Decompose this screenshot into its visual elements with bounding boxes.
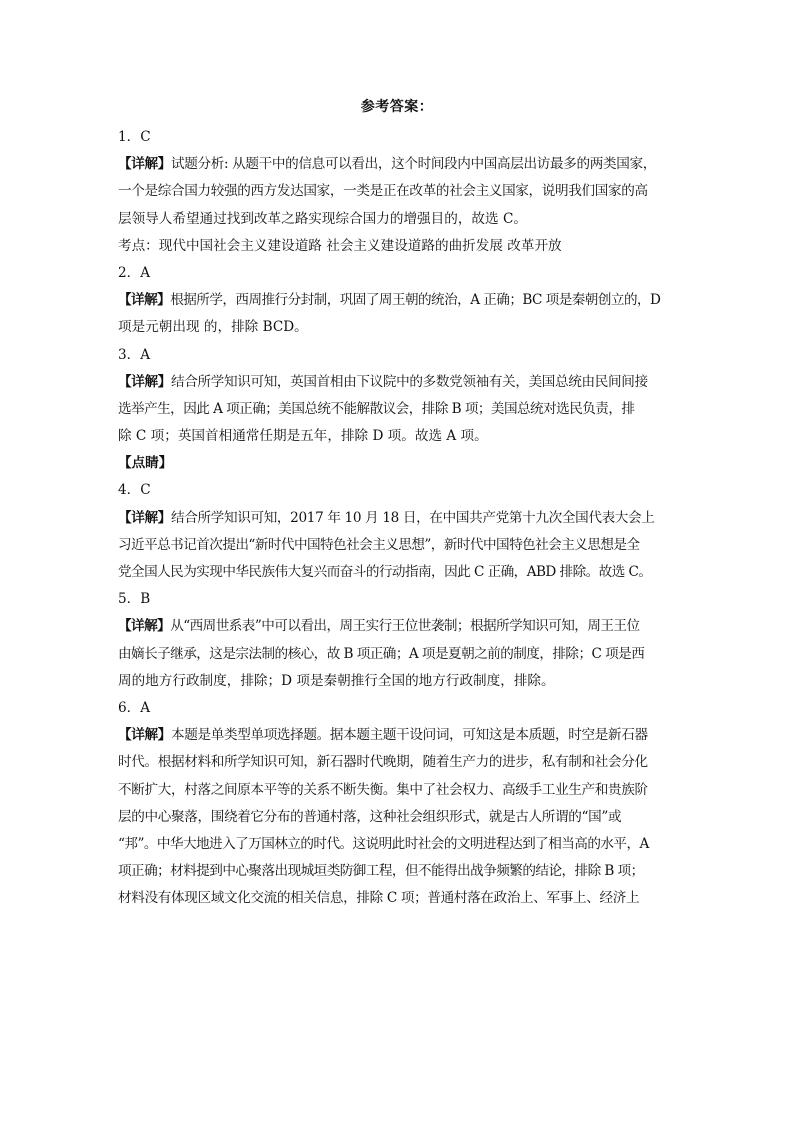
- answer-line: [118, 858, 688, 885]
- answer-line-text: 材料没有体现区域文化交流的相关信息，排除 C 项；普通村落在政治上、军事上、经济上: [118, 890, 640, 907]
- answer-line: [118, 233, 688, 260]
- section-tag: 【详解】: [118, 292, 171, 309]
- answer-line-text: 由嫡长子继承，这是宗法制的核心，故 B 项正确；A 项是夏朝之前的制度，排除；C 项是西: [118, 645, 645, 662]
- answer-line: [118, 668, 688, 695]
- answer-line: [118, 450, 688, 477]
- answer-number: [118, 124, 688, 151]
- answer-number: [118, 695, 688, 722]
- answer-line-text: 一个是综合国力较强的西方发达国家，一类是正在改革的社会主义国家，说明我们国家的高: [118, 183, 648, 200]
- answer-line-text: 结合所学知识可知，2017 年 10 月 18 日，在中国共产党第十九次全国代表大会上: [170, 509, 655, 526]
- answer-number-text: 5．B: [118, 591, 151, 608]
- answer-number-text: 1．C: [118, 129, 151, 145]
- answer-number-text: 6．A: [118, 699, 151, 716]
- answer-line: [118, 722, 688, 749]
- answer-line: [118, 749, 688, 776]
- answer-line-text: 周的地方行政制度，排除；D 项是秦朝推行全国的地方行政制度，排除。: [118, 672, 555, 689]
- answer-line-text: 项正确；材料提到中心聚落出现城垣类防御工程，但不能得出战争频繁的结论，排除 B 项；: [118, 863, 644, 880]
- answer-line-text: 结合所学知识可知，英国首相由下议院中的多数党领袖有关，美国总统由民间间接: [170, 373, 648, 390]
- answer-line: [118, 287, 688, 314]
- answer-number-text: 2．A: [118, 264, 151, 281]
- answer-line-text: 本题是单类型单项选择题。据本题主题干设问词，可知这是本质题，时空是新石器: [170, 727, 648, 744]
- answer-line: [118, 804, 688, 831]
- answer-content: [118, 124, 688, 912]
- answer-number: [118, 342, 688, 369]
- section-tag: 【详解】: [118, 727, 171, 744]
- answer-line: [118, 314, 688, 341]
- answer-number: [118, 477, 688, 504]
- answer-line: [118, 559, 688, 586]
- answer-line-text: 考点：现代中国社会主义建设道路 社会主义建设道路的曲折发展 改革开放: [118, 237, 562, 254]
- answer-line-text: “邦”。中华大地进入了万国林立的时代。这说明此时社会的文明进程达到了相当高的水平，A: [118, 835, 649, 852]
- answer-line: [118, 613, 688, 640]
- answer-line-text: 习近平总书记首次提出“新时代中国特色社会主义思想”，新时代中国特色社会主义思想是全: [118, 536, 640, 553]
- answer-line: [118, 532, 688, 559]
- answer-line: [118, 505, 688, 532]
- answer-number: [118, 260, 688, 287]
- answer-line: [118, 178, 688, 205]
- answer-line-text: 除 C 项；英国首相通常任期是五年，排除 D 项。故选 A 项。: [118, 428, 488, 445]
- answer-line-text: 层领导人希望通过找到改革之路实现综合国力的增强目的，故选 C。: [118, 210, 527, 227]
- answer-line-text: 试题分析: 从题干中的信息可以看出，这个时间段内中国高层出访最多的两类国家，: [170, 156, 656, 173]
- answer-line-text: 根据所学，西周推行分封制，巩固了周王朝的统治，A 正确；BC 项是秦朝创立的，D: [170, 292, 661, 309]
- answer-line-text: 时代。根据材料和所学知识可知，新石器时代晚期，随着生产力的进步，私有制和社会分化: [118, 754, 648, 771]
- answer-line: [118, 641, 688, 668]
- section-tag: 【详解】: [118, 618, 171, 635]
- answer-number-text: 4．C: [118, 482, 151, 499]
- page-title: 参考答案：: [360, 99, 434, 115]
- answer-line: [118, 777, 688, 804]
- answer-number-text: 3．A: [118, 346, 151, 363]
- section-tag: 【详解】: [118, 373, 171, 390]
- answer-line: [118, 369, 688, 396]
- answer-line: [118, 885, 688, 912]
- answer-line: [118, 151, 688, 178]
- answer-line-text: 层的中心聚落，围绕着它分布的普通村落，这种社会组织形式，就是古人所谓的“国”或: [118, 808, 622, 825]
- answer-line-text: 党全国人民为实现中华民族伟大复兴而奋斗的行动指南，因此 C 正确，ABD 排除。故选 C。: [118, 564, 652, 580]
- section-tag: 【详解】: [118, 156, 171, 173]
- answer-line: [118, 423, 688, 450]
- answer-number: [118, 586, 688, 613]
- section-tag: 【点睛】: [118, 455, 173, 472]
- answer-line-text: 不断扩大，村落之间原本平等的关系不断失衡。集中了社会权力、高级手工业生产和贵族阶: [118, 781, 648, 798]
- answer-line: [118, 206, 688, 233]
- answer-line: [118, 831, 688, 858]
- answer-line-text: 选举产生，因此 A 项正确；美国总统不能解散议会，排除 B 项；美国总统对选民负责，排: [118, 400, 635, 417]
- answer-line: [118, 396, 688, 423]
- answer-line-text: 从“西周世系表”中可以看出，周王实行王位世袭制；根据所学知识可知，周王王位: [170, 618, 640, 635]
- section-tag: 【详解】: [118, 509, 171, 526]
- answer-line-text: 项是元朝出现 的，排除 BCD。: [118, 319, 308, 336]
